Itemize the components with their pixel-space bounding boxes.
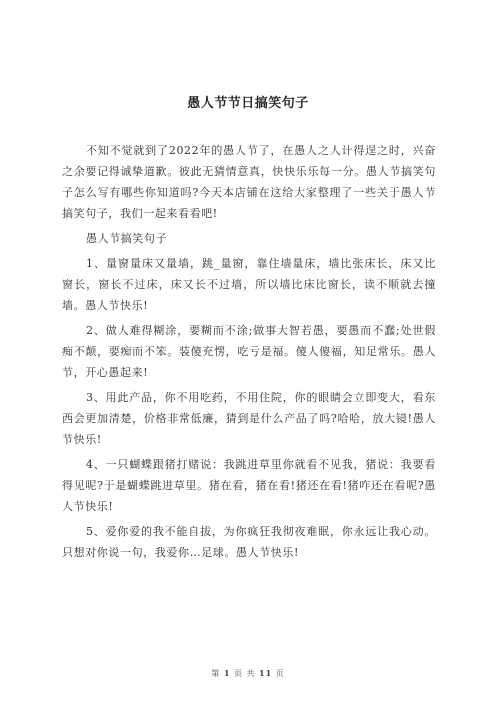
footer-suffix: 页: [275, 669, 285, 678]
footer-current-page: 1: [223, 668, 231, 678]
intro-paragraph: 不知不觉就到了2022年的愚人节了，在愚人之人计得逞之时，兴奋之余要记得诚挚道歉。彼此无猜情意真，快快乐乐每一分。愚人节搞笑句子怎么写有哪些你知道吗?今天本店铺在这给大家整理了一些关于愚人节搞笑句子，我们一起来看看吧!: [62, 144, 436, 220]
joke-paragraph-5: 5、爱你爱的我不能自拔，为你疯狂我彻夜难眠，你永远让我心动。只想对你说一句，我爱你…足球。愚人节快乐!: [62, 525, 436, 559]
section-heading: 愚人节搞笑句子: [86, 232, 168, 245]
footer-prefix: 第: [211, 669, 221, 678]
page-footer: [0, 668, 496, 679]
document-body: [62, 140, 436, 567]
joke-paragraph-2: 2、做人难得糊涂，要糊而不涂;做事大智若愚，要愚而不蠢;处世假痴不颠，要痴而不笨。装傻充愣，吃亏是福。傻人傻福，知足常乐。愚人节，开心愚起来!: [62, 324, 436, 379]
document-title: 愚人节节日搞笑句子: [187, 96, 309, 111]
joke-paragraph-4: 4、一只蝴蝶跟猪打赌说：我跳进草里你就看不见我，猪说：我要看得见呢?于是蝴蝶跳进草里。猪在看，猪在看!猪还在看!猪咋还在看呢?愚人节快乐!: [62, 458, 436, 513]
joke-paragraph-3: 3、用此产品，你不用吃药，不用住院，你的眼睛会立即变大，看东西会更加清楚，价格非常低廉，猜到是什么产品了吗?哈哈，放大镜!愚人节快乐!: [62, 391, 436, 446]
footer-middle: 页 共: [233, 669, 256, 678]
footer-total-pages: 11: [259, 668, 273, 678]
joke-paragraph-1: 1、量窗量床又量墙，跳_量窗，靠住墙量床，墙比张床长，床又比窗长，窗长不过床，床又长不过墙，所以墙比床比窗长，读不顺就去撞墙。愚人节快乐!: [62, 257, 436, 312]
